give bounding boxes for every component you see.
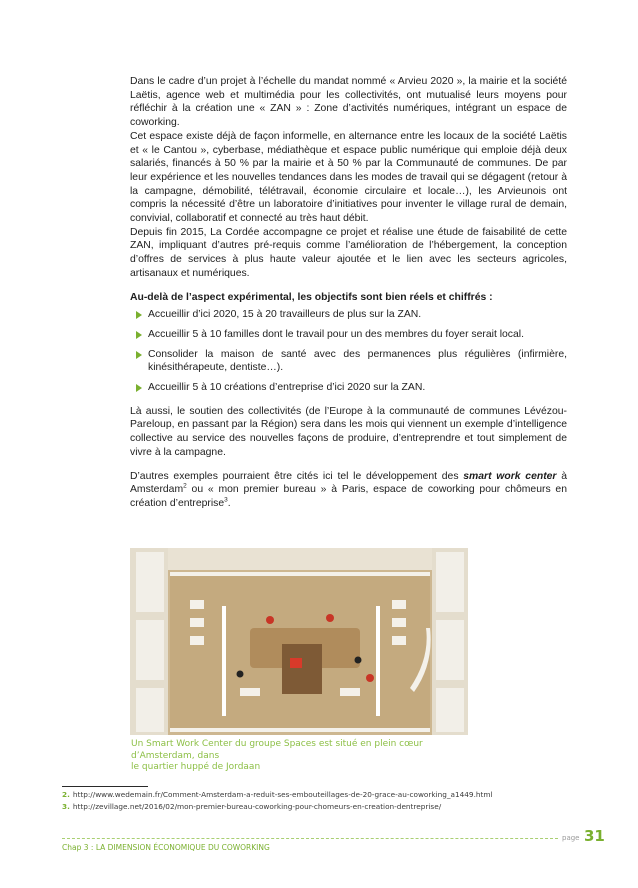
objectives-list [130, 308, 567, 395]
triangle-bullet-icon [136, 384, 142, 392]
footnote-ref-2[interactable]: 2 [183, 482, 187, 490]
footnote-2: 2. http://www.wedemain.fr/Comment-Amsterdam-a-reduit-ses-embouteillages-de-20-grace-au-coworking_a1449.html [62, 790, 493, 799]
list-item: Consolider la maison de santé avec des permanences plus régulières (infirmière, kinésithérapeute, dentiste…). [142, 348, 567, 375]
list-item: Accueillir 5 à 10 créations d’entreprise d’ici 2020 sur la ZAN. [142, 381, 567, 395]
coworking-photo [130, 548, 468, 735]
page-number: 31 [584, 827, 605, 845]
triangle-bullet-icon [136, 311, 142, 319]
paragraph-arvieu-intro: Dans le cadre d’un projet à l’échelle du mandat nommé « Arvieu 2020 », la mairie et la société Laëtis, agence web et multimédia pour les collectivités, ont mutualisé leurs moyens pour réfléchir à la création une « ZAN » : Zone d’activités numériques, intégrant un espace de coworking. [130, 76, 567, 129]
paragraph-autres-exemples: D’autres exemples pourraient être cités ici tel le développement des smart work center à Amsterdam$^2$ ou « mon premier bureau » à Paris, espace de coworking pour chômeurs en création d’entreprise$^3$. [130, 470, 567, 509]
paragraph-la-cordee: Depuis fin 2015, La Cordée accompagne ce projet et réalise une étude de faisabilité de cette ZAN, impliquant d’autres pré-requis comme l’amélioration de l’hébergement, la conception d’offres de services à plus haute valeur ajoutée et le lien avec les secteurs agricoles, artisanaux et numériques. [130, 226, 567, 279]
article-body [130, 75, 567, 511]
chapter-footer: Chap 3 : LA DIMENSION ÉCONOMIQUE DU COWORKING [62, 843, 270, 852]
paragraph-espace-existant: Cet espace existe déjà de façon informelle, en alternance entre les locaux de la société Laëtis et « le Cantou », cyberbase, médiathèque et espace public numérique qui emploie déjà deux salariés, financés à 50 % par la mairie et à 50 % par la Communauté de communes. De par leur expérience et les nouvelles tendances dans les modes de travail qui se dégagent (retour à la campagne, démobilité, télétravail, économie circulaire et locale…), les Arvieunois ont compris la nécessité d’être un laboratoire d’initiatives pour inventer le village rural de demain, convivial, collaboratif et connecté au très haut débit. [130, 130, 567, 225]
footnote-ref-3[interactable]: 3 [224, 496, 228, 504]
paragraph-collectivites: Là aussi, le soutien des collectivités (de l’Europe à la communauté de communes Lévézou-Pareloup, en passant par la Région) sera dans les mois qui viennent un exemple d’intelligence collective au service des nouvelles façons de produire, d’entreprendre et tout simplement de vivre à la campagne. [130, 405, 567, 458]
footnote-3: 3. http://zevillage.net/2016/02/mon-premier-bureau-coworking-pour-chomeurs-en-creation-dentreprise/ [62, 802, 442, 811]
atrium-aerial-image [130, 548, 468, 735]
photo-caption: Un Smart Work Center du groupe Spaces est situé en plein cœur d’Amsterdam, dans le quartier huppé de Jordaan [131, 739, 423, 772]
footnote-divider [62, 786, 148, 787]
objectives-subheading: Au-delà de l’aspect expérimental, les objectifs sont bien réels et chiffrés : [130, 291, 493, 303]
smart-work-center-term: smart work center [463, 470, 557, 482]
list-item: Accueillir 5 à 10 familles dont le travail pour un des membres du foyer serait local. [142, 328, 567, 342]
footnote-link[interactable]: http://www.wedemain.fr/Comment-Amsterdam-a-reduit-ses-embouteillages-de-20-grace-au-coworking_a1449.html [72, 790, 493, 799]
list-item: Accueillir d’ici 2020, 15 à 20 travailleurs de plus sur la ZAN. [142, 308, 567, 322]
footnote-link[interactable]: http://zevillage.net/2016/02/mon-premier-bureau-coworking-pour-chomeurs-en-creation-dentreprise/ [72, 802, 442, 811]
page-label: page [562, 834, 580, 842]
triangle-bullet-icon [136, 351, 142, 359]
footnotes [62, 789, 582, 813]
triangle-bullet-icon [136, 331, 142, 339]
footer-divider [62, 838, 558, 839]
